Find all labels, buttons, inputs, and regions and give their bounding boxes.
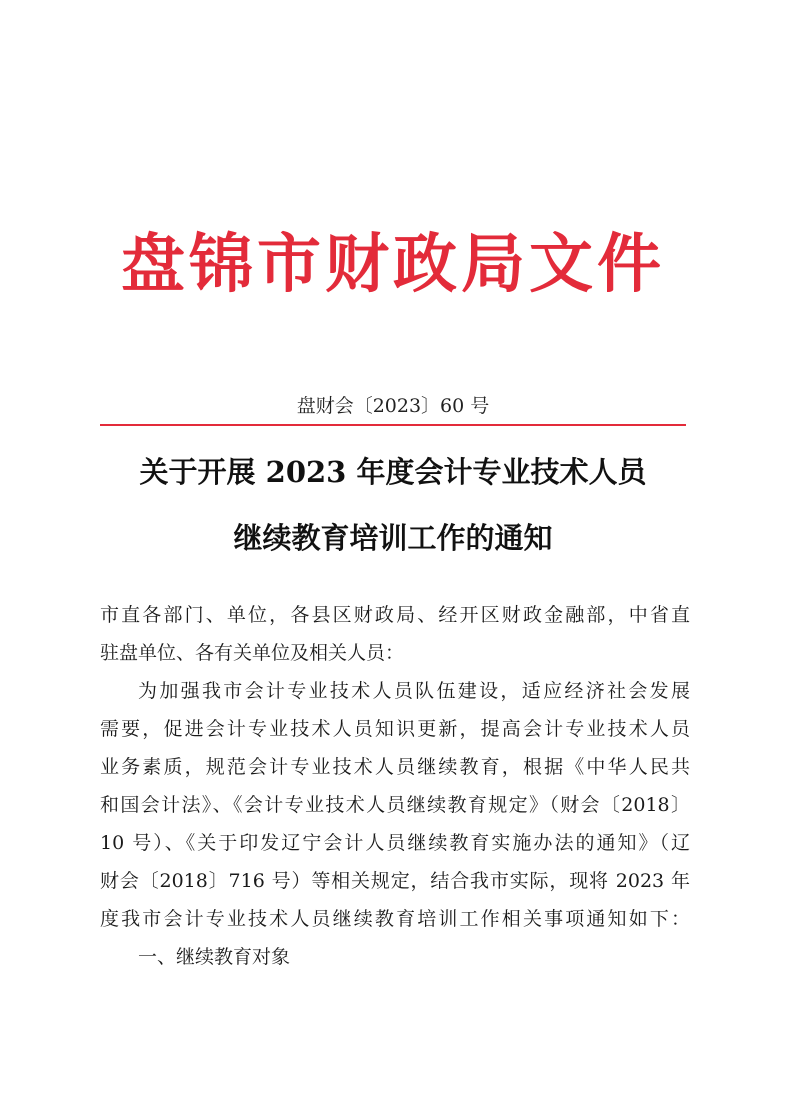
body-line-paragraph-1: 为加强我市会计专业技术人员队伍建设，适应经济社会发展 xyxy=(138,680,690,702)
body-line-paragraph-5: 10 号）、《关于印发辽宁会计人员继续教育实施办法的通知》（辽 xyxy=(100,832,690,854)
section-heading-1: 一、继续教育对象 xyxy=(138,946,291,968)
document-number: 盘财会〔2023〕60 号 xyxy=(296,395,490,417)
notice-title-line-1: 关于开展 2023 年度会计专业技术人员 xyxy=(139,455,647,489)
body-line-addressee-1: 市直各部门、单位，各县区财政局、经开区财政金融部，中省直 xyxy=(100,604,690,626)
body-line-paragraph-6: 财会〔2018〕716 号）等相关规定，结合我市实际，现将 2023 年 xyxy=(100,870,690,892)
body-line-paragraph-4: 和国会计法》、《会计专业技术人员继续教育规定》（财会〔2018〕 xyxy=(100,794,690,816)
body-line-paragraph-3: 业务素质，规范会计专业技术人员继续教育，根据《中华人民共 xyxy=(100,756,690,778)
body-line-paragraph-7: 度我市会计专业技术人员继续教育培训工作相关事项通知如下： xyxy=(100,908,690,930)
body-line-paragraph-2: 需要，促进会计专业技术人员知识更新，提高会计专业技术人员 xyxy=(100,718,690,740)
notice-body xyxy=(100,596,690,996)
notice-title-line-2: 继续教育培训工作的通知 xyxy=(233,521,553,555)
body-line-addressee-2: 驻盘单位、各有关单位及相关人员： xyxy=(100,642,405,664)
issuer-title: 盘锦市财政局文件 xyxy=(121,228,665,302)
red-divider-line xyxy=(100,424,686,426)
